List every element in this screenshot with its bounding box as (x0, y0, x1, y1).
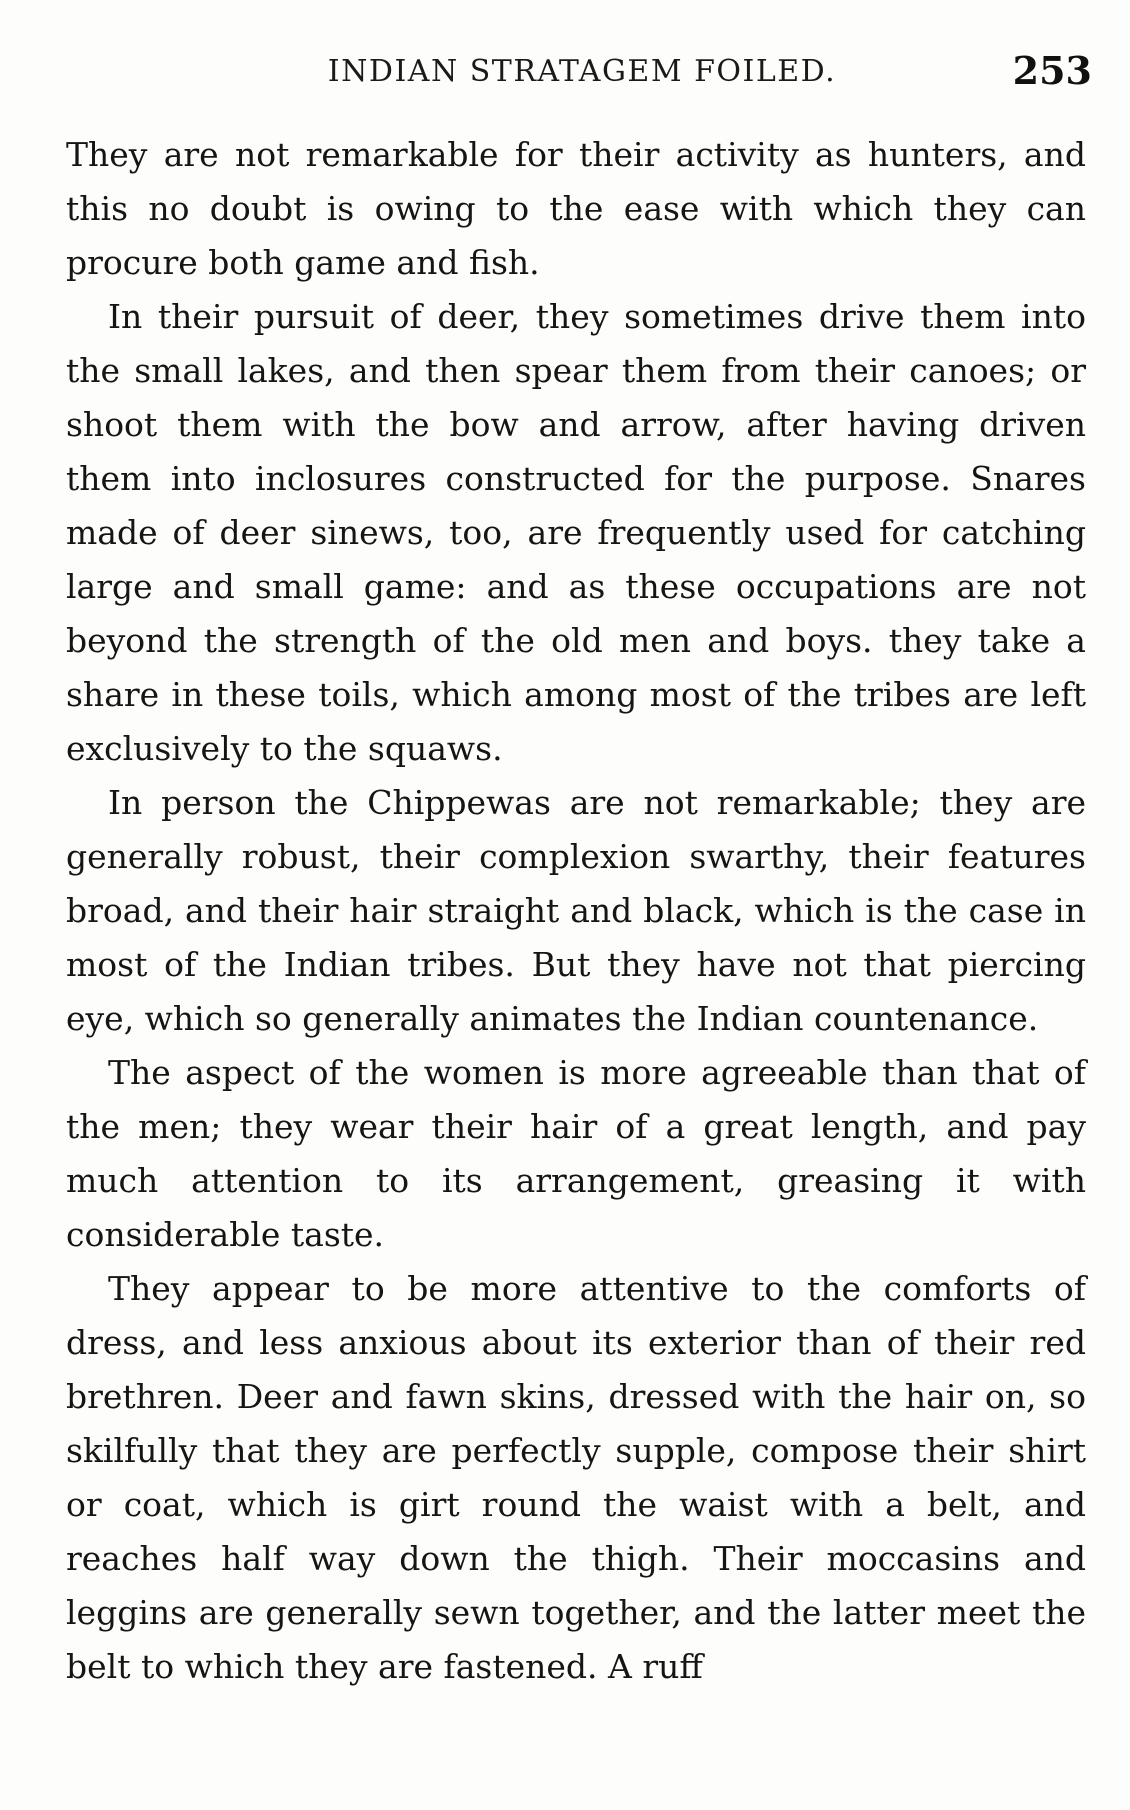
paragraph-4: The aspect of the women is more agreeable than that of the men; they wear their hair of a great length, and pay much attention to its arrangement, greasing it with considerable taste. (66, 1053, 1086, 1254)
paragraph-2: In their pursuit of deer, they sometimes drive them into the small lakes, and then spear them from their canoes; or shoot them with the bow and arrow, after having driven them into inclosures constructed for the purpose. Snares made of deer sinews, too, are frequently used for catching large and small game: and as these occupations are not beyond the strength of the old men and boys. they take a share in these toils, which among most of the tribes are left exclusively to the squaws. (66, 297, 1086, 768)
running-header (72, 48, 1092, 98)
paragraph-3: In person the Chippewas are not remarkable; they are generally robust, their complexion swarthy, their features broad, and their hair straight and black, which is the case in most of the Indian tribes. But they have not that piercing eye, which so generally animates the Indian countenance. (66, 783, 1086, 1038)
page-number: 253 (1012, 48, 1092, 93)
body-text (66, 128, 1086, 1694)
paragraph-5: They appear to be more attentive to the comforts of dress, and less anxious about its exterior than of their red brethren. Deer and fawn skins, dressed with the hair on, so skilfully that they are perfectly supple, compose their shirt or coat, which is girt round the waist with a belt, and reaches half way down the thigh. Their moccasins and leggins are generally sewn together, and the latter meet the belt to which they are fastened. A ruff (66, 1269, 1086, 1686)
running-title: INDIAN STRATAGEM FOILED. (327, 54, 837, 89)
paragraph-1: They are not remarkable for their activity as hunters, and this no doubt is owing to the ease with which they can procure both game and fish. (66, 135, 1086, 282)
